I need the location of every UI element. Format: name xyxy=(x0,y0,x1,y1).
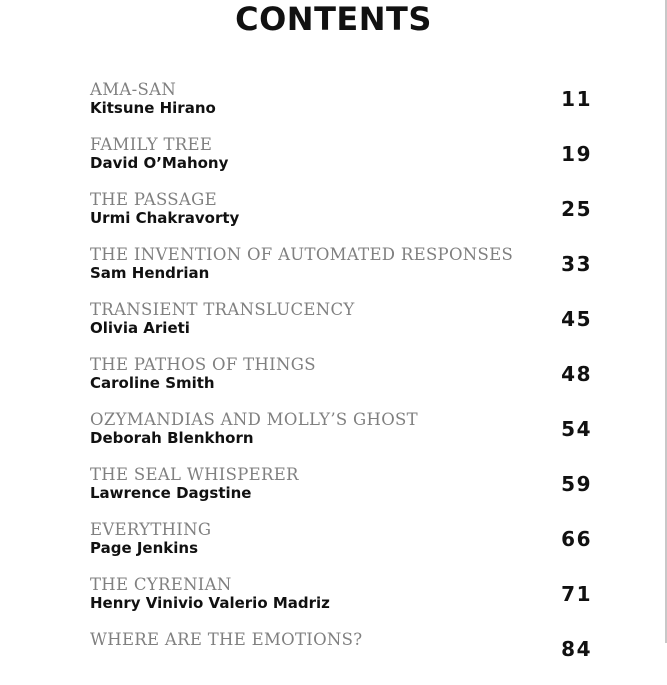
story-author: Lawrence Dagstine xyxy=(90,484,252,502)
story-author: Kitsune Hirano xyxy=(90,99,216,117)
toc-entry[interactable] xyxy=(90,300,600,355)
story-title: THE PATHOS OF THINGS xyxy=(90,355,316,374)
toc-entry[interactable] xyxy=(90,465,600,520)
table-of-contents xyxy=(90,80,600,685)
story-title: THE CYRENIAN xyxy=(90,575,232,594)
toc-entry[interactable] xyxy=(90,80,600,135)
story-title: THE PASSAGE xyxy=(90,190,217,209)
story-title: FAMILY TREE xyxy=(90,135,213,154)
toc-entry[interactable] xyxy=(90,410,600,465)
toc-entry[interactable] xyxy=(90,630,600,685)
toc-entry[interactable] xyxy=(90,520,600,575)
page-number: 84 xyxy=(561,637,592,661)
page-number: 59 xyxy=(561,472,592,496)
story-title: EVERYTHING xyxy=(90,520,212,539)
page-number: 19 xyxy=(561,142,592,166)
story-title: TRANSIENT TRANSLUCENCY xyxy=(90,300,355,319)
story-title: THE INVENTION OF AUTOMATED RESPONSES xyxy=(90,245,514,264)
toc-entry[interactable] xyxy=(90,135,600,190)
toc-entry[interactable] xyxy=(90,245,600,300)
story-author: Urmi Chakravorty xyxy=(90,209,240,227)
page-number: 33 xyxy=(561,252,592,276)
page-number: 71 xyxy=(561,582,592,606)
story-author: David O’Mahony xyxy=(90,154,229,172)
page-number: 48 xyxy=(561,362,592,386)
story-title: OZYMANDIAS AND MOLLY’S GHOST xyxy=(90,410,418,429)
story-author: Olivia Arieti xyxy=(90,319,190,337)
story-author: Henry Vinivio Valerio Madriz xyxy=(90,594,330,612)
story-title: WHERE ARE THE EMOTIONS? xyxy=(90,630,363,649)
toc-entry[interactable] xyxy=(90,575,600,630)
toc-entry[interactable] xyxy=(90,190,600,245)
page-number: 11 xyxy=(561,87,592,111)
page-title: CONTENTS xyxy=(235,0,432,38)
story-author: Page Jenkins xyxy=(90,539,199,557)
page-number: 45 xyxy=(561,307,592,331)
page-number: 25 xyxy=(561,197,592,221)
story-author: Deborah Blenkhorn xyxy=(90,429,254,447)
page-number: 66 xyxy=(561,527,592,551)
toc-entry[interactable] xyxy=(90,355,600,410)
story-title: THE SEAL WHISPERER xyxy=(90,465,299,484)
page-number: 54 xyxy=(561,417,592,441)
story-title: AMA-SAN xyxy=(90,80,177,99)
story-author: Caroline Smith xyxy=(90,374,215,392)
story-author: Sam Hendrian xyxy=(90,264,210,282)
